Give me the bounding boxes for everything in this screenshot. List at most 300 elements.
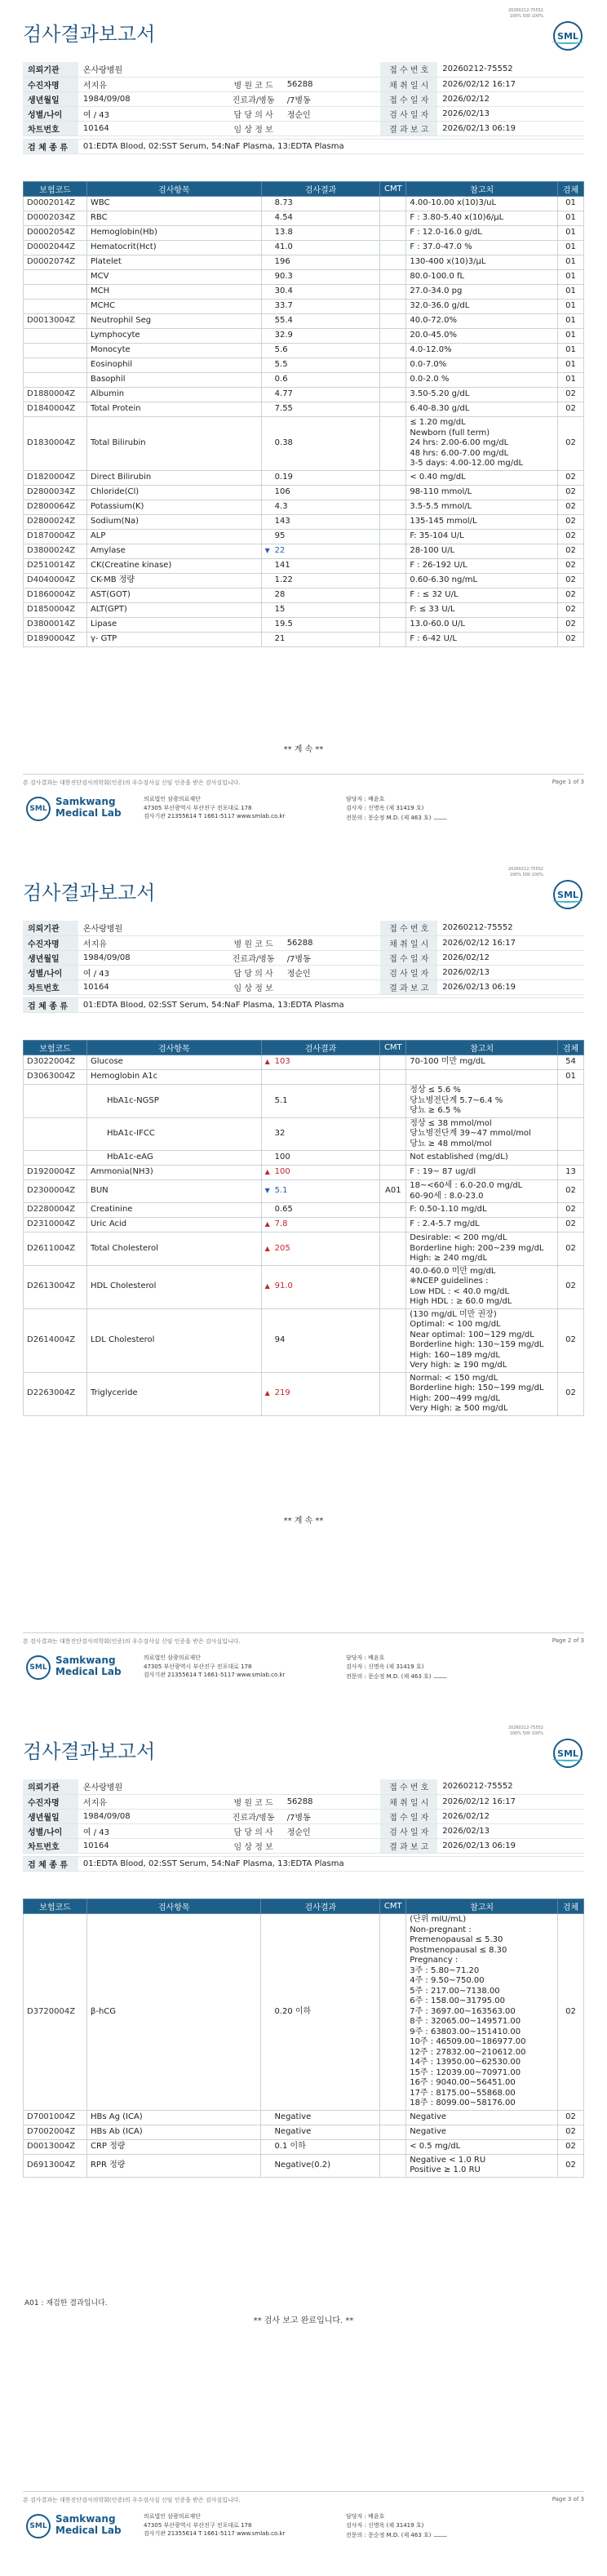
code-cell: D0002054Z <box>24 226 87 241</box>
info-cell: 20260212-75552 <box>437 62 584 77</box>
item-cell: Total Bilirubin <box>86 417 261 471</box>
table-row <box>24 2139 584 2154</box>
table-row <box>24 211 584 226</box>
info-cell: 담 당 의 사 <box>225 1823 282 1838</box>
continue-text: ** 계 속 ** <box>283 1517 324 1526</box>
info-row <box>23 91 584 106</box>
specimen-cell: 02 <box>558 402 584 417</box>
info-cell <box>282 921 381 935</box>
specimen-cell: 13 <box>557 1166 583 1180</box>
item-cell: γ- GTP <box>86 632 261 646</box>
cmt-cell <box>380 588 406 602</box>
reference-cell: 80.0-100.0 fL <box>406 270 558 285</box>
table-row <box>24 358 584 373</box>
info-cell: 56288 <box>282 77 381 91</box>
info-cell: 20260212-75552 <box>437 1779 584 1794</box>
result-cell <box>261 329 380 344</box>
result-value: 0.65 <box>274 1205 293 1215</box>
column-header: 보험코드 <box>24 1899 87 1914</box>
reference-cell: Negative <box>406 2125 558 2139</box>
column-header: 검사항목 <box>86 1041 261 1055</box>
high-flag-icon: ▲ <box>264 1058 270 1066</box>
info-cell: 차트번호 <box>23 1838 78 1853</box>
item-cell: Hemoglobin A1c <box>86 1070 261 1085</box>
item-cell: Lipase <box>86 617 261 632</box>
column-header: 검사결과 <box>261 182 380 197</box>
report-title: 검사결과보고서 <box>23 1740 156 1763</box>
footer-divider <box>23 2491 584 2492</box>
reference-cell: 40.0-60.0 미만 mg/dL ※NCEP guidelines : Low HDL : < 40.0 mg/dL High HDL : ≥ 60.0 mg/dL <box>406 1265 558 1308</box>
info-cell: 수진자명 <box>23 1794 78 1809</box>
info-cell: 접 수 일 자 <box>380 950 437 965</box>
item-cell: LDL Cholesterol <box>86 1308 261 1372</box>
reference-cell: 40.0-72.0% <box>406 314 558 329</box>
table-row <box>24 344 584 358</box>
signature-mark <box>433 813 449 819</box>
item-cell: Creatinine <box>86 1203 261 1218</box>
item-cell: β-hCG <box>86 1914 260 2111</box>
specimen-cell: 02 <box>558 500 584 514</box>
result-value: 22 <box>274 545 286 555</box>
cmt-cell <box>380 529 406 544</box>
table-row <box>24 1265 584 1308</box>
table-row <box>24 2125 584 2139</box>
info-cell: 2026/02/12 <box>437 91 584 106</box>
cmt-cell <box>380 1166 406 1180</box>
cmt-cell <box>380 285 406 300</box>
code-cell: D6913004Z <box>24 2154 87 2177</box>
column-header: 검체 <box>558 1899 584 1914</box>
footer-note: 본 검사결과는 대한진단검사의학회(인증)의 우수검사실 신임 인증을 받은 검사실입니다. <box>23 1638 241 1645</box>
info-cell: 접 수 번 호 <box>380 1779 437 1794</box>
item-cell: HBs Ab (ICA) <box>86 2125 260 2139</box>
table-row <box>24 197 584 211</box>
code-cell: D7001004Z <box>24 2110 87 2125</box>
brand-name: Samkwang Medical Lab <box>55 1654 122 1677</box>
code-cell: D0013004Z <box>24 314 87 329</box>
info-row <box>23 106 584 121</box>
table-row <box>24 329 584 344</box>
info-cell: 의뢰기관 <box>23 921 78 935</box>
info-cell: 1984/09/08 <box>78 950 225 965</box>
specimen-cell: 02 <box>558 617 584 632</box>
item-cell: Eosinophil <box>86 358 261 373</box>
result-cell <box>261 558 380 573</box>
info-cell: 정순인 <box>282 965 381 979</box>
info-cell: 01:EDTA Blood, 02:SST Serum, 54:NaF Plasma, 13:EDTA Plasma <box>78 1856 584 1871</box>
result-cell <box>261 617 380 632</box>
table-row <box>24 402 584 417</box>
code-cell: D2800034Z <box>24 485 87 500</box>
end-text: ** 검사 보고 완료입니다. ** <box>253 2316 354 2325</box>
specimen-cell: 02 <box>558 602 584 617</box>
table-row <box>24 1166 584 1180</box>
result-value: 100 <box>274 1153 290 1162</box>
cmt-cell <box>380 226 406 241</box>
item-cell: Monocyte <box>86 344 261 358</box>
cmt-cell <box>380 1117 406 1151</box>
code-cell: D2280004Z <box>24 1203 87 1218</box>
specimen-cell: 02 <box>557 1203 583 1218</box>
result-cell <box>261 1372 380 1415</box>
info-cell: 병 원 코 드 <box>225 1794 282 1809</box>
item-cell: HBs Ag (ICA) <box>86 2110 260 2125</box>
info-row <box>23 950 584 965</box>
cmt-cell <box>380 388 406 402</box>
footnote-text: A01 : 재검한 결과입니다. <box>24 2299 108 2307</box>
page-number: Page 3 of 3 <box>552 2496 584 2503</box>
item-cell: CRP 정량 <box>86 2139 260 2154</box>
brand-name: Samkwang Medical Lab <box>55 796 122 819</box>
specimen-cell: 01 <box>558 285 584 300</box>
info-cell: 56288 <box>282 935 381 950</box>
item-cell: Chloride(Cl) <box>86 485 261 500</box>
specimen-cell: 02 <box>558 514 584 529</box>
cmt-cell <box>380 197 406 211</box>
table-row <box>24 514 584 529</box>
specimen-cell <box>557 1151 583 1166</box>
reference-cell: (단위 mIU/mL) Non-pregnant : Premenopausal ≤ 5.30 Postmenopausal ≤ 8.30 Pregnancy : 3주 : 5.80~71.20 4주 : 9.50~750.00 5주 : 217.00~7138.00 6주 : 158.00~31795.00 7주 : 3697.00~163563.00 8주 : 32065.00~149571.00 9주 : 63803.00~151410.00 10주 : 46509.00~186977.00 12주 : 27832.00~210612.00 14주 : 13950.00~62530.00 15주 : 12039.00~70971.00 16주 : 9040.00~56451.00 17주 : 8175.00~55868.00 18주 : 8099.00~58176.00 <box>406 1914 558 2111</box>
sml-logo-icon: SML <box>553 880 583 909</box>
item-cell: Amylase <box>86 544 261 558</box>
result-cell <box>261 1265 380 1308</box>
specimen-cell: 01 <box>558 255 584 270</box>
info-cell: 10164 <box>78 121 225 135</box>
result-value: 0.19 <box>274 472 293 482</box>
table-row <box>24 558 584 573</box>
cmt-cell <box>380 2125 406 2139</box>
table-row <box>24 1151 584 1166</box>
item-cell: RBC <box>86 211 261 226</box>
continue-text: ** 계 속 ** <box>283 745 324 754</box>
sml-logo-icon: SML <box>26 1655 51 1680</box>
reference-cell: 4.00-10.00 x(10)3/uL <box>406 197 558 211</box>
patient-info-table <box>23 62 584 154</box>
code-cell <box>24 344 87 358</box>
table-header <box>24 1899 584 1914</box>
item-cell: CK(Creatine kinase) <box>86 558 261 573</box>
result-cell <box>261 314 380 329</box>
table-row <box>24 1218 584 1232</box>
specimen-cell: 02 <box>558 417 584 471</box>
specimen-cell: 01 <box>558 344 584 358</box>
item-cell: Total Protein <box>86 402 261 417</box>
cmt-cell <box>380 358 406 373</box>
item-cell: Sodium(Na) <box>86 514 261 529</box>
cmt-cell <box>380 417 406 471</box>
info-cell: 병 원 코 드 <box>225 77 282 91</box>
code-cell <box>24 373 87 388</box>
code-cell: D1890004Z <box>24 632 87 646</box>
reference-cell: ≤ 1.20 mg/dL Newborn (full term) 24 hrs: 2.00-6.00 mg/dL 48 hrs: 6.00-7.00 mg/dL 3-5 days: 4.00-12.00 mg/dL <box>406 417 558 471</box>
code-cell: D2611004Z <box>24 1232 87 1266</box>
low-flag-icon: ▼ <box>264 1187 270 1195</box>
high-flag-icon: ▲ <box>264 1244 270 1252</box>
reference-cell: 0.0-7.0% <box>406 358 558 373</box>
result-cell <box>261 1218 380 1232</box>
info-cell <box>282 121 381 135</box>
cmt-cell <box>380 1914 406 2111</box>
page-number: Page 1 of 3 <box>552 779 584 785</box>
result-cell <box>261 241 380 255</box>
reference-cell: 28-100 U/L <box>406 544 558 558</box>
signatures: 담당자 : 배윤호 검사자 : 신명옥 (제 31419 호) 전문의 : 문순정 M.D. (제 463 호) <box>346 2512 448 2541</box>
table-row <box>24 2154 584 2177</box>
result-value: 91.0 <box>274 1281 293 1291</box>
table-row <box>24 1085 584 1118</box>
cmt-cell <box>380 632 406 646</box>
info-cell: 접 수 번 호 <box>380 62 437 77</box>
info-cell: 2026/02/13 <box>437 106 584 121</box>
result-cell <box>261 485 380 500</box>
result-cell <box>261 255 380 270</box>
sml-logo-icon: SML <box>26 797 51 821</box>
item-cell: Ammonia(NH3) <box>86 1166 261 1180</box>
specimen-cell: 01 <box>558 373 584 388</box>
specimen-cell: 01 <box>558 329 584 344</box>
result-cell <box>261 1166 380 1180</box>
result-cell <box>261 1914 380 2111</box>
cmt-cell <box>380 1265 406 1308</box>
report-page-2 <box>0 859 607 1717</box>
reference-cell: 20.0-45.0% <box>406 329 558 344</box>
table-row <box>24 1232 584 1266</box>
column-header: 참고치 <box>406 182 558 197</box>
info-cell: 생년월일 <box>23 950 78 965</box>
footer-note: 본 검사결과는 대한진단검사의학회(인증)의 우수검사실 신임 인증을 받은 검사실입니다. <box>23 2497 241 2503</box>
item-cell: ALP <box>86 529 261 544</box>
info-cell: 채 취 일 시 <box>380 77 437 91</box>
code-cell <box>24 1117 87 1151</box>
specimen-cell: 01 <box>558 314 584 329</box>
reference-cell: F: ≤ 33 U/L <box>406 602 558 617</box>
cmt-cell <box>380 300 406 314</box>
column-header: 검체 <box>558 182 584 197</box>
result-cell <box>261 344 380 358</box>
reference-cell: F : 6-42 U/L <box>406 632 558 646</box>
item-cell: MCH <box>86 285 261 300</box>
result-value: 0.38 <box>274 438 293 447</box>
reference-cell <box>406 1070 558 1085</box>
item-cell: AST(GOT) <box>86 588 261 602</box>
code-cell: D1920004Z <box>24 1166 87 1180</box>
reference-cell: 27.0-34.0 pg <box>406 285 558 300</box>
column-header: 검사항목 <box>86 1899 260 1914</box>
info-cell: 01:EDTA Blood, 02:SST Serum, 54:NaF Plasma, 13:EDTA Plasma <box>78 139 584 153</box>
result-cell <box>261 470 380 485</box>
reference-cell: 32.0-36.0 g/dL <box>406 300 558 314</box>
specimen-cell: 02 <box>558 1914 584 2111</box>
item-cell: CK-MB 정량 <box>86 573 261 588</box>
result-cell <box>261 500 380 514</box>
report-page-3 <box>0 1717 607 2576</box>
result-value: Negative <box>274 2112 312 2121</box>
specimen-cell: 02 <box>557 1308 583 1372</box>
reference-cell: 0.0-2.0 % <box>406 373 558 388</box>
result-value: 5.6 <box>274 345 288 355</box>
code-cell: D2613004Z <box>24 1265 87 1308</box>
item-cell: Basophil <box>86 373 261 388</box>
table-row <box>24 632 584 646</box>
result-value: 33.7 <box>274 301 293 311</box>
info-row <box>23 979 584 994</box>
info-cell: /7병동 <box>282 91 381 106</box>
info-cell: 담 당 의 사 <box>225 965 282 979</box>
result-value: 1.22 <box>274 575 293 584</box>
table-row <box>24 1308 584 1372</box>
high-flag-icon: ▲ <box>264 1282 270 1290</box>
result-cell <box>261 2139 380 2154</box>
cmt-cell <box>380 1232 406 1266</box>
cmt-cell <box>380 1203 406 1218</box>
result-value: 106 <box>274 486 290 496</box>
cmt-cell <box>380 1372 406 1415</box>
specimen-cell: 02 <box>558 485 584 500</box>
info-cell: 2026/02/13 06:19 <box>437 979 584 994</box>
info-cell: 2026/02/12 16:17 <box>437 77 584 91</box>
info-cell: 서지유 <box>78 77 225 91</box>
info-cell: 성별/나이 <box>23 1823 78 1838</box>
result-value: 28 <box>274 589 286 599</box>
cmt-cell <box>380 329 406 344</box>
table-row <box>24 1914 584 2111</box>
code-cell: D2300004Z <box>24 1180 87 1203</box>
info-cell: 임 상 정 보 <box>225 979 282 994</box>
report-title: 검사결과보고서 <box>23 23 156 46</box>
info-cell: 56288 <box>282 1794 381 1809</box>
info-row <box>23 139 584 153</box>
result-cell <box>261 1308 380 1372</box>
info-row <box>23 1794 584 1809</box>
specimen-cell: 02 <box>557 1218 583 1232</box>
table-row <box>24 1055 584 1070</box>
reference-cell: 70-100 미만 mg/dL <box>406 1055 558 1070</box>
cmt-cell <box>380 211 406 226</box>
info-cell: 2026/02/13 <box>437 965 584 979</box>
info-cell: 여 / 43 <box>78 965 225 979</box>
info-cell: 수진자명 <box>23 77 78 91</box>
specimen-cell: 01 <box>558 270 584 285</box>
code-cell: D2310004Z <box>24 1218 87 1232</box>
patient-info-table <box>23 921 584 1013</box>
result-cell <box>261 1070 380 1085</box>
result-cell <box>261 417 380 471</box>
code-cell: D2510014Z <box>24 558 87 573</box>
reference-cell: F : 19~ 87 ug/dl <box>406 1166 558 1180</box>
reference-cell: F : 37.0-47.0 % <box>406 241 558 255</box>
specimen-cell: 01 <box>558 358 584 373</box>
specimen-cell: 01 <box>558 241 584 255</box>
high-flag-icon: ▲ <box>264 1389 270 1397</box>
result-value: 205 <box>274 1243 290 1253</box>
result-cell <box>261 285 380 300</box>
code-cell: D0002044Z <box>24 241 87 255</box>
result-value: 4.3 <box>274 501 288 511</box>
table-row <box>24 470 584 485</box>
info-row <box>23 935 584 950</box>
cmt-cell <box>380 270 406 285</box>
table-row <box>24 529 584 544</box>
info-cell: 생년월일 <box>23 91 78 106</box>
info-row <box>23 1823 584 1838</box>
info-cell: 성별/나이 <box>23 106 78 121</box>
specimen-cell: 02 <box>558 2154 584 2177</box>
info-cell: 진료과/병동 <box>225 1809 282 1823</box>
info-cell: 진료과/병동 <box>225 91 282 106</box>
code-cell: D3063004Z <box>24 1070 87 1085</box>
reference-cell: Negative <box>406 2110 558 2125</box>
item-cell: WBC <box>86 197 261 211</box>
info-cell: 성별/나이 <box>23 965 78 979</box>
table-row <box>24 373 584 388</box>
result-value: 30.4 <box>274 286 293 296</box>
info-cell: 2026/02/12 <box>437 1809 584 1823</box>
reference-cell: F: 35-104 U/L <box>406 529 558 544</box>
info-row <box>23 62 584 77</box>
reference-cell: 130-400 x(10)3/μL <box>406 255 558 270</box>
info-cell: 정순인 <box>282 1823 381 1838</box>
code-cell: D3720004Z <box>24 1914 87 2111</box>
cmt-cell <box>380 617 406 632</box>
info-cell: 결 과 보 고 <box>380 979 437 994</box>
result-value: 0.20 이하 <box>274 2006 312 2016</box>
item-cell: Albumin <box>86 388 261 402</box>
table-header <box>24 182 584 197</box>
specimen-cell <box>557 1117 583 1151</box>
item-cell: Potassium(K) <box>86 500 261 514</box>
code-cell <box>24 358 87 373</box>
code-cell: D1850004Z <box>24 602 87 617</box>
item-cell: HDL Cholesterol <box>86 1265 261 1308</box>
reference-cell: 13.0-60.0 U/L <box>406 617 558 632</box>
result-cell <box>261 1117 380 1151</box>
cmt-cell <box>380 500 406 514</box>
specimen-cell: 02 <box>558 388 584 402</box>
patient-info-table <box>23 1779 584 1872</box>
code-cell: D7002004Z <box>24 2125 87 2139</box>
cmt-cell <box>380 514 406 529</box>
table-row <box>24 300 584 314</box>
cmt-cell <box>380 255 406 270</box>
info-cell: 2026/02/12 <box>437 950 584 965</box>
result-value: 5.1 <box>274 1095 288 1105</box>
info-cell <box>225 921 282 935</box>
table-row <box>24 485 584 500</box>
result-cell <box>261 632 380 646</box>
cmt-cell <box>380 2139 406 2154</box>
info-cell: 여 / 43 <box>78 1823 225 1838</box>
reference-cell: 135-145 mmol/L <box>406 514 558 529</box>
code-cell <box>24 1151 87 1166</box>
info-cell: 검 사 일 자 <box>380 965 437 979</box>
code-cell: D2263004Z <box>24 1372 87 1415</box>
info-cell: 10164 <box>78 979 225 994</box>
specimen-cell: 02 <box>557 1232 583 1266</box>
info-cell: 20260212-75552 <box>437 921 584 935</box>
cmt-cell <box>380 558 406 573</box>
specimen-cell: 02 <box>557 1180 583 1203</box>
cmt-cell <box>380 373 406 388</box>
sml-logo-icon: SML <box>553 21 583 51</box>
info-cell: 접 수 일 자 <box>380 91 437 106</box>
item-cell: ALT(GPT) <box>86 602 261 617</box>
code-cell: D2800064Z <box>24 500 87 514</box>
table-row <box>24 1372 584 1415</box>
code-cell: D4040004Z <box>24 573 87 588</box>
result-value: 5.5 <box>274 360 288 370</box>
result-value: 95 <box>274 531 286 540</box>
signature-mark <box>433 1672 449 1678</box>
